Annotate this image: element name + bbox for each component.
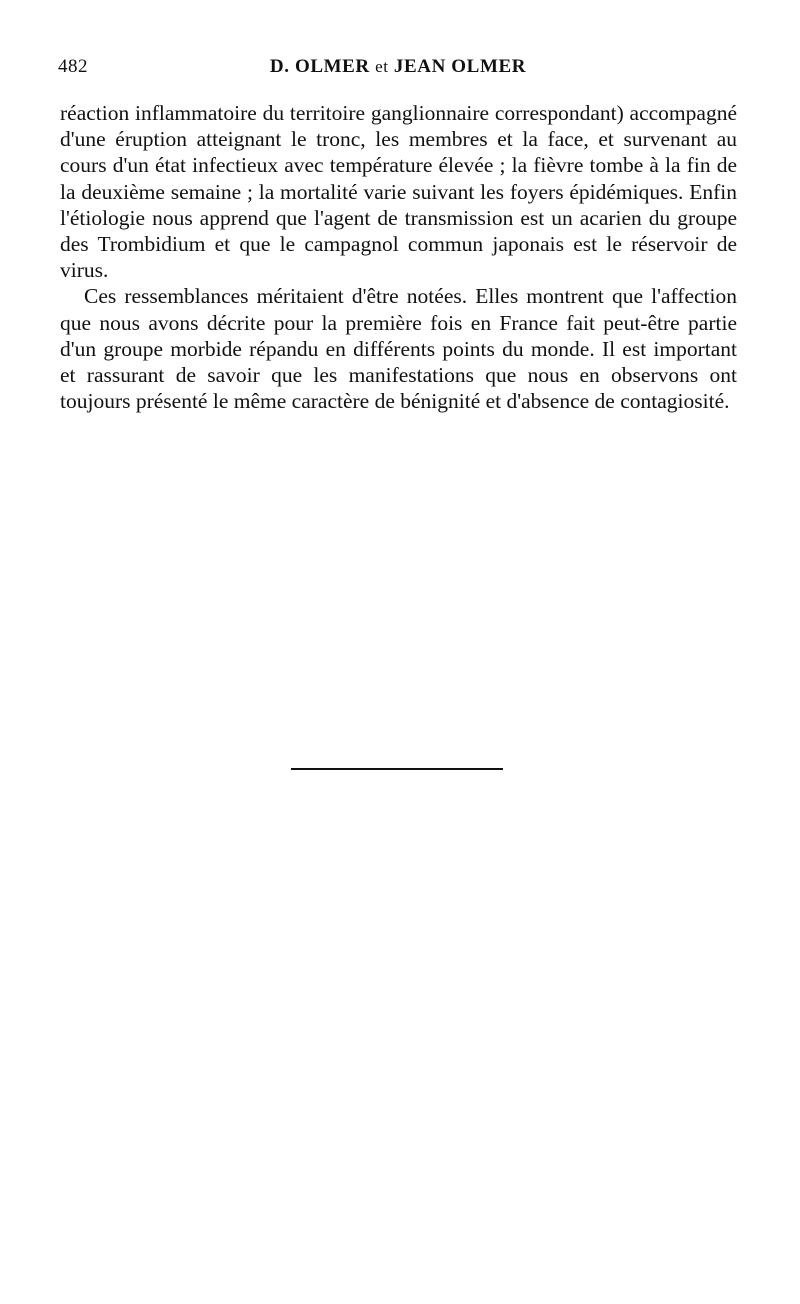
body-text: [60, 100, 737, 414]
conjunction: et: [375, 57, 389, 76]
section-end-rule: [291, 768, 503, 770]
running-head: [58, 56, 738, 78]
page-header: [58, 56, 738, 84]
paragraph: Ces ressemblances méritaient d'être notées. Elles montrent que l'affection que nous avons décrite pour la première fois en France fait peut-être partie d'un groupe morbide répandu en différents points du monde. Il est important et rassurant de savoir que les manifestations que nous en observons ont toujours présenté le même caractère de bénignité et d'absence de contagiosité.: [60, 284, 737, 414]
author-2: JEAN OLMER: [393, 56, 527, 77]
author-1: D. OLMER: [269, 56, 370, 77]
paragraph-continued: réaction inflammatoire du territoire ganglionnaire correspondant) accompagné d'une éruption atteignant le tronc, les membres et la face, et survenant au cours d'un état infectieux avec température élevée ; la fièvre tombe à la fin de la deuxième semaine ; la mortalité varie suivant les foyers épidémiques. Enfin l'étiologie nous apprend que l'agent de transmission est un acarien du groupe des Trombidium et que le campagnol commun japonais est le réservoir de virus.: [60, 101, 737, 283]
page-number: 482: [58, 56, 88, 77]
